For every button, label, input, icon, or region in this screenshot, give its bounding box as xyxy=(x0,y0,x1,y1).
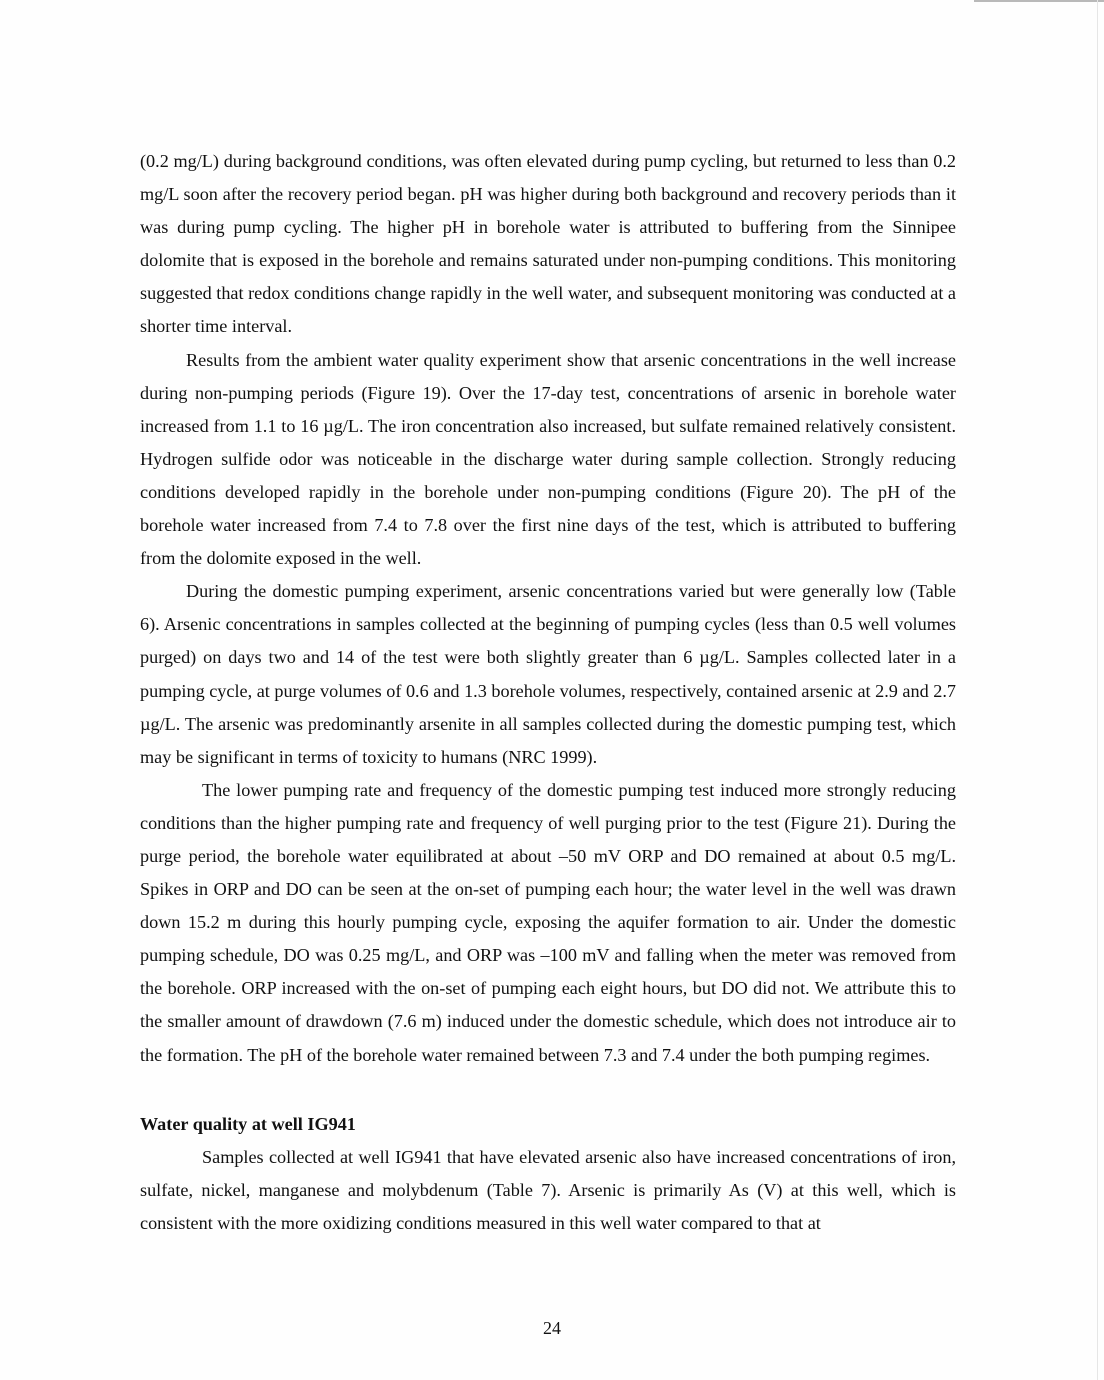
paragraph-continued: (0.2 mg/L) during background conditions, was often elevated during pump cycling, but returned to less than 0.2 mg/L soon after the recovery period began. pH was higher during both background and recovery periods than it was during pump cycling. The higher pH in borehole water is attributed to buffering from the Sinnipee dolomite that is exposed in the borehole and remains saturated under non-pumping conditions. This monitoring suggested that redox conditions change rapidly in the well water, and subsequent monitoring was conducted at a shorter time interval. xyxy=(140,151,956,337)
paragraph-well-ig941: Samples collected at well IG941 that have elevated arsenic also have increased concentrations of iron, sulfate, nickel, manganese and molybdenum (Table 7). Arsenic is primarily As (V) at this well, which is consistent with the more oxidizing conditions measured in this well water compared to that at xyxy=(140,1146,956,1233)
body-text xyxy=(140,145,956,1240)
scan-edge-right xyxy=(1097,0,1098,1380)
page-number: 24 xyxy=(543,1318,561,1338)
scan-edge-top xyxy=(974,0,1104,2)
paragraph-domestic-pumping: During the domestic pumping experiment, arsenic concentrations varied but were generally low (Table 6). Arsenic concentrations in samples collected at the beginning of pumping cycles (less than 0.5 well volumes purged) on days two and 14 of the test were both slightly greater than 6 µg/L. Samples collected later in a pumping cycle, at purge volumes of 0.6 and 1.3 borehole volumes, respectively, contained arsenic at 2.9 and 2.7 µg/L. The arsenic was predominantly arsenite in all samples collected during the domestic pumping test, which may be significant in terms of toxicity to humans (NRC 1999). xyxy=(140,581,956,767)
paragraph-ambient-experiment: Results from the ambient water quality experiment show that arsenic concentrations in the well increase during non-pumping periods (Figure 19). Over the 17-day test, concentrations of arsenic in borehole water increased from 1.1 to 16 µg/L. The iron concentration also increased, but sulfate remained relatively consistent. Hydrogen sulfide odor was noticeable in the discharge water during sample collection. Strongly reducing conditions developed rapidly in the borehole under non-pumping conditions (Figure 20). The pH of the borehole water increased from 7.4 to 7.8 over the first nine days of the test, which is attributed to buffering from the dolomite exposed in the well. xyxy=(140,349,956,569)
paragraph-pumping-rate: The lower pumping rate and frequency of the domestic pumping test induced more strongly reducing conditions than the higher pumping rate and frequency of well purging prior to the test (Figure 21). During the purge period, the borehole water equilibrated at about –50 mV ORP and DO remained at about 0.5 mg/L. Spikes in ORP and DO can be seen at the on-set of pumping each hour; the water level in the well was drawn down 15.2 m during this hourly pumping cycle, exposing the aquifer formation to air. Under the domestic pumping schedule, DO was 0.25 mg/L, and ORP was –100 mV and falling when the meter was removed from the borehole. ORP increased with the on-set of pumping each eight hours, but DO did not. We attribute this to the smaller amount of drawdown (7.6 m) induced under the domestic schedule, which does not introduce air to the formation. The pH of the borehole water remained between 7.3 and 7.4 under the both pumping regimes. xyxy=(140,779,956,1065)
section-heading: Water quality at well IG941 xyxy=(140,1113,356,1134)
